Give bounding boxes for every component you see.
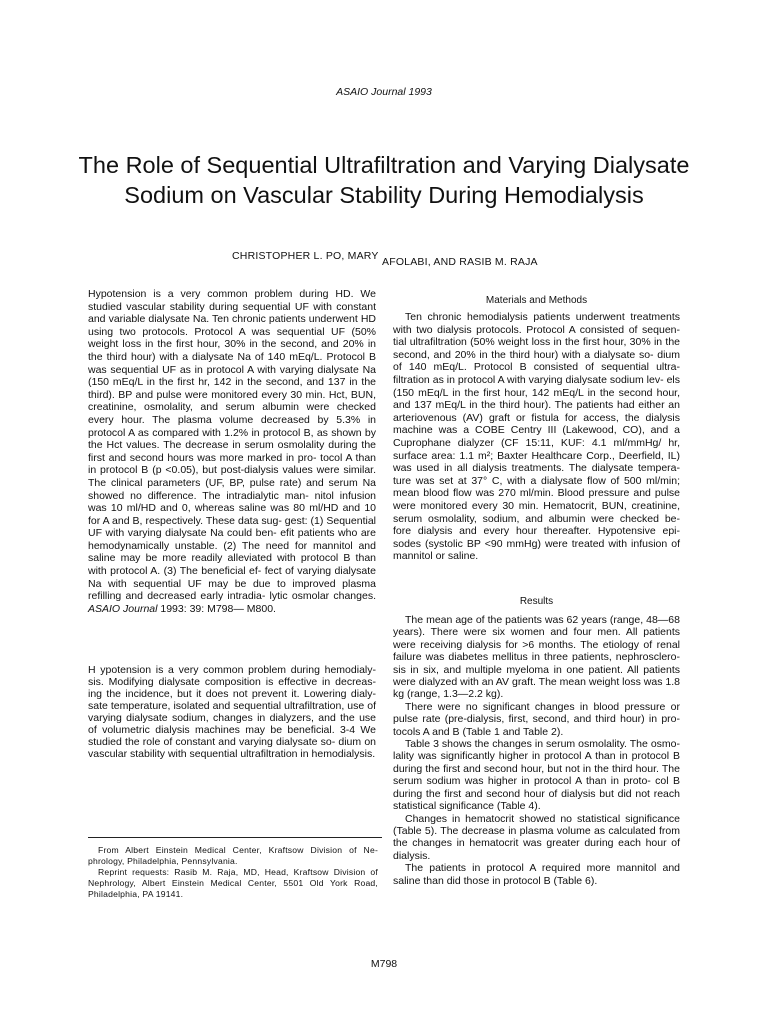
abstract-citation-details: 1993: 39: M798— M800. <box>160 602 276 615</box>
footnote-reprints: Reprint requests: Rasib M. Raja, MD, Head, Kraftsow Division of Nephrology, Albert Einstein Medical Center, 5501 Old York Road, Philadelphia, PA 19141. <box>88 867 378 899</box>
abstract-text: Hypotension is a very common problem during HD. We studied vascular stability during sequential UF with constant and variable dialysate Na. Ten chronic patients underwent HD using two protocols. Protocol A was sequential UF (50% weight loss in the first hour, 30% in the second, and 20% in the third hour) with a dialysate Na of 140 mEq/L. Protocol B was sequential UF as in protocol A with varying dialysate Na (150 mEq/L in the first hr, 142 in the second, and 137 in the third). BP and pulse were monitored every 30 min. Hct, BUN, creatinine, osmolality, and serum albumin were checked every hour. The plasma volume decreased by 5.3% in protocol A as compared with 1.2% in protocol B, as shown by the Hct values. The decrease in serum osmolality during the first and second hours was more marked in pro- tocol A than in protocol B (p <0.05), but post-dialysis values were similar. The clinical parameters (UF, BP, pulse rate) and serum Na showed no difference. The intradialytic man- nitol infusion was 10 ml/HD and 0, whereas saline was 80 ml/HD and 10 for A and B, respectively. These data sug- gest: (1) Sequential UF with varying dialysate Na could ben- efit patients who are hemodynamically unstable. (2) The need for mannitol and saline may be more readily alleviated with protocol B than with protocol A. (3) The beneficial ef- fect of varying dialysate Na with sequential UF may be due to improved plasma refilling and decreased early intradia- lytic osmolar changes. <box>88 288 376 603</box>
abstract <box>88 288 376 615</box>
authors-line-1: CHRISTOPHER L. PO, MARY <box>232 250 379 262</box>
authors-line-2: AFOLABI, AND RASIB M. RAJA <box>382 256 538 268</box>
introduction <box>88 664 376 760</box>
article-title: The Role of Sequential Ultrafiltration and Varying Dialysate Sodium on Vascular Stability During Hemodialysis <box>78 152 690 208</box>
results-paragraph: There were no significant changes in blood pressure or pulse rate (pre-dialysis, first, second, and third hour) in pro- tocols A and B (Table 1 and Table 2). <box>393 700 680 738</box>
abstract-body <box>88 288 376 615</box>
footnote-divider <box>88 837 382 838</box>
results-section <box>393 614 680 887</box>
results-paragraph: Table 3 shows the changes in serum osmolality. The osmo- lality was significantly higher in protocol A than in protocol B during the first and second hour, but not in the third hour. The serum sodium was higher in protocol A than in proto- col B during the first and second hour of dialysis but did not reach statistical significance (Table 4). <box>393 738 680 813</box>
footnote-affiliation: From Albert Einstein Medical Center, Kraftsow Division of Ne- phrology, Philadelphia, Pennsylvania. <box>88 845 378 866</box>
methods-text: Ten chronic hemodialysis patients underwent treatments with two dialysis protocols. Protocol A consisted of sequen- tial ultrafiltration (50% weight loss in the first hour, 30% in the second, and 20% in the third hour) with a dialysate so- dium of 140 mEq/L. Protocol B consisted of sequential ultra- filtration as in protocol A with varying dialysate sodium lev- els (150 mEq/L in the first hour, 142 mEq/L in the second hour, and 137 mEq/L in the third hour). The patients had either an arteriovenous (AV) graft or fistula for access, the dialysis machine was a COBE Centry III (Lakewood, CO), and a Cuprophane dialyzer (CF 15:11, KUF: 4.1 ml/mmHg/ hr, surface area: 1.1 m²; Baxter Healthcare Corp., Deerfield, IL) was used in all dialysis treatments. The dialysate tempera- ture was set at 37° C, with a dialysate flow of 500 ml/min; mean blood flow was 270 ml/min. Blood pressure and pulse were monitored every 30 min. Hematocrit, BUN, creatinine, serum osmolality, sodium, and albumin were checked be- fore dialysis and every hour thereafter. Hypotensive epi- sodes (systolic BP <90 mmHg) were treated with infusion of mannitol or saline. <box>393 311 680 563</box>
results-paragraph: The patients in protocol A required more mannitol and saline than did those in protocol B (Table 6). <box>393 862 680 887</box>
page-number: M798 <box>370 958 398 970</box>
methods-section <box>393 311 680 563</box>
abstract-citation-journal: ASAIO Journal <box>88 602 158 615</box>
footnote <box>88 845 378 900</box>
journal-header: ASAIO Journal 1993 <box>336 86 432 98</box>
introduction-text: H ypotension is a very common problem during hemodialy- sis. Modifying dialysate composition is effective in decreas- ing the incidence, but it does not prevent it. Lowering dialy- sate temperature, isolated and sequential ultrafiltration, use of varying dialysate sodium, changes in dialyzers, and the use of volumetric dialysis machines may be beneficial. 3-4 We studied the role of constant and varying dialysate so- dium on vascular stability with sequential ultrafiltration in hemodialysis. <box>88 664 376 760</box>
methods-heading: Materials and Methods <box>485 295 588 306</box>
results-heading: Results <box>519 596 554 607</box>
results-paragraph: Changes in hematocrit showed no statistical significance (Table 5). The decrease in plasma volume as calculated from the changes in hematocrit was greater during each hour of dialysis. <box>393 812 680 862</box>
results-paragraph: The mean age of the patients was 62 years (range, 48—68 years). There were six women and four men. All patients were receiving dialysis for >6 months. The etiology of renal failure was diabetes mellitus in three patients, nephrosclero- sis in six, and multiple myeloma in one patient. All patients were dialyzed with an AV graft. The mean weight loss was 1.8 kg (range, 1.3—2.2 kg). <box>393 614 680 701</box>
